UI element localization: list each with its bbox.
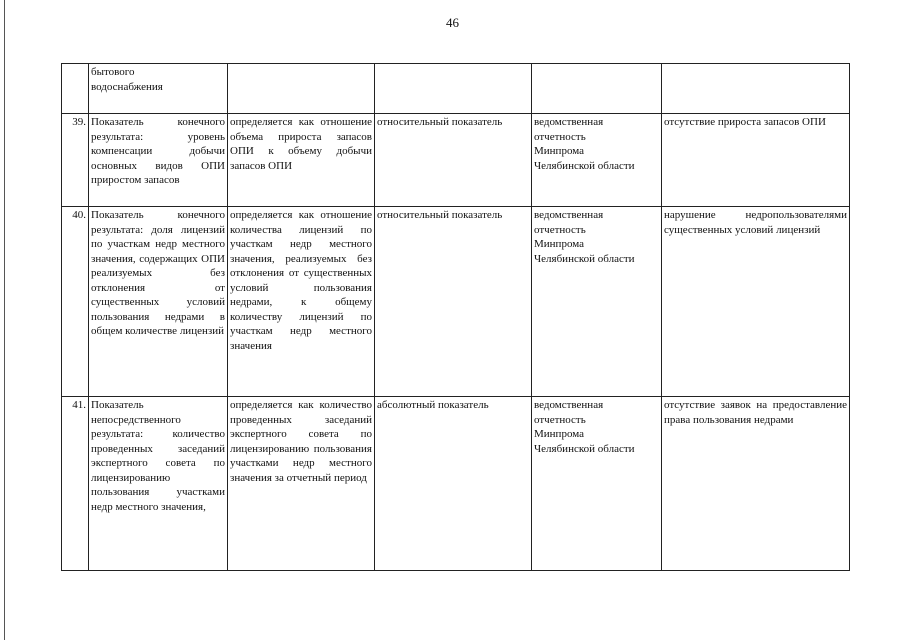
data-source-line: Минпрома xyxy=(534,145,584,157)
row-number-cell: 39. xyxy=(62,114,89,207)
row-number-cell: 41. xyxy=(62,397,89,571)
row-number-cell xyxy=(62,64,89,114)
data-source-line: отчетность xyxy=(534,223,586,236)
data-source-line: ведомственная xyxy=(534,116,604,128)
table-row-40 xyxy=(62,207,850,397)
indicators-table xyxy=(61,63,850,571)
calculation-method-cell: определяется как отношение объема прироста запасов ОПИ к объему добычи запасов ОПИ xyxy=(228,114,375,207)
indicator-name-line: водоснабжения xyxy=(91,80,163,93)
calculation-method-cell: определяется как отношение количества лицензий по участкам недр местного значения, реализуемых без отклонения от существенных условий пользования недрами, к общему количеству лицензий по участкам недр местного значения xyxy=(228,207,375,397)
data-source-cell xyxy=(532,114,662,207)
indicator-name-cell: Показатель непосредственного результата: количество проведенных заседаний экспертного совета по лицензированию пользования участками недр местного значения, xyxy=(89,397,228,571)
row-number-cell: 40. xyxy=(62,207,89,397)
indicator-name-cell: Показатель конечного результата: доля лицензий по участкам недр местного значения, содержащих ОПИ реализуемых без отклонения от существенных условий пользования недрами в общем количестве лицензий xyxy=(89,207,228,397)
risk-cell: нарушение недропользователями существенных условий лицензий xyxy=(662,207,850,397)
data-source-cell xyxy=(532,64,662,114)
data-source-line: Челябинской области xyxy=(534,442,635,455)
risk-cell: отсутствие прироста запасов ОПИ xyxy=(662,114,850,207)
indicator-type-cell: абсолютный показатель xyxy=(375,397,532,571)
indicator-type-cell xyxy=(375,64,532,114)
data-source-line: ведомственная xyxy=(534,209,604,221)
indicator-type-cell: относительный показатель xyxy=(375,207,532,397)
page-left-edge xyxy=(4,0,5,640)
data-source-line: Минпрома xyxy=(534,428,584,440)
data-source-line: отчетность xyxy=(534,130,586,143)
indicator-name-line: бытового xyxy=(91,66,135,78)
calculation-method-cell: определяется как количество проведенных заседаний экспертного совета по лицензированию пользования участками недр местного значения за отчетный период xyxy=(228,397,375,571)
calculation-method-cell xyxy=(228,64,375,114)
risk-cell xyxy=(662,64,850,114)
data-source-line: Минпрома xyxy=(534,238,584,250)
risk-cell: отсутствие заявок на предоставление права пользования недрами xyxy=(662,397,850,571)
data-source-line: отчетность xyxy=(534,413,586,426)
data-source-line: Челябинской области xyxy=(534,159,635,172)
indicator-name-cell xyxy=(89,64,228,114)
indicator-name-cell: Показатель конечного результата: уровень компенсации добычи основных видов ОПИ приростом запасов xyxy=(89,114,228,207)
data-source-cell xyxy=(532,207,662,397)
table-row-carry-over xyxy=(62,64,850,114)
page-number: 46 xyxy=(446,15,459,30)
data-source-line: ведомственная xyxy=(534,399,604,411)
table-row-39 xyxy=(62,114,850,207)
indicator-type-cell: относительный показатель xyxy=(375,114,532,207)
table-row-41 xyxy=(62,397,850,571)
data-source-cell xyxy=(532,397,662,571)
data-source-line: Челябинской области xyxy=(534,252,635,265)
